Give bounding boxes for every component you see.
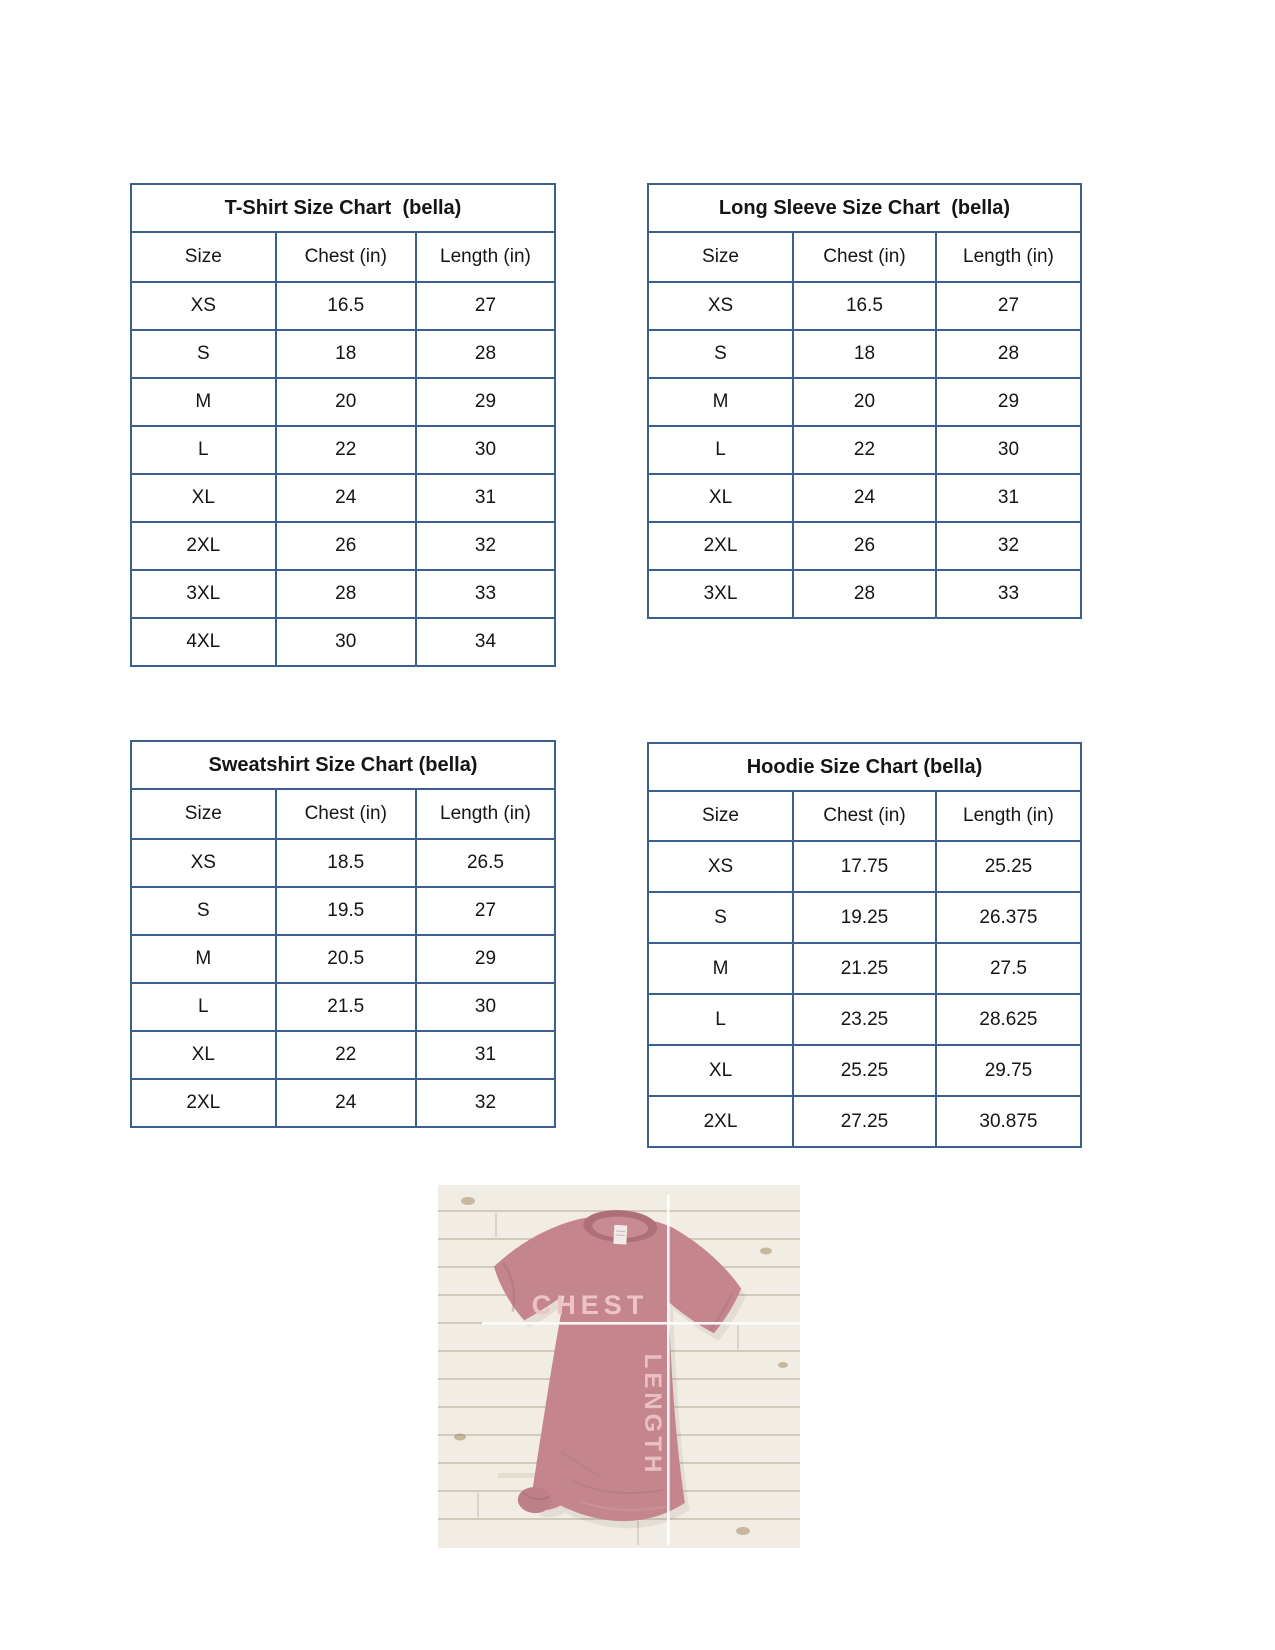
table-row	[131, 282, 555, 330]
table-row	[648, 474, 1081, 522]
table-cell: XL	[131, 1031, 276, 1079]
table-cell: 31	[936, 474, 1081, 522]
column-header-length: Length (in)	[416, 789, 555, 839]
table-cell: 16.5	[276, 282, 416, 330]
table-cell: 32	[936, 522, 1081, 570]
table-cell: 29	[936, 378, 1081, 426]
table-row	[131, 330, 555, 378]
table-cell: L	[648, 426, 793, 474]
column-header-size: Size	[131, 789, 276, 839]
table-cell: XL	[648, 1045, 793, 1096]
table-cell: 20.5	[276, 935, 416, 983]
table-cell: 22	[276, 426, 416, 474]
table-cell: XS	[648, 841, 793, 892]
table-cell: 24	[793, 474, 936, 522]
table-cell: M	[648, 378, 793, 426]
table-title-row	[131, 184, 555, 232]
table-row	[131, 935, 555, 983]
table-cell: 30	[416, 983, 555, 1031]
table-cell: 19.25	[793, 892, 936, 943]
table-cell: M	[648, 943, 793, 994]
table-row	[648, 426, 1081, 474]
collar-label	[613, 1225, 627, 1245]
table-cell: 26.5	[416, 839, 555, 887]
table-row	[648, 1096, 1081, 1147]
table-row	[131, 426, 555, 474]
table-cell: XL	[648, 474, 793, 522]
table-cell: 20	[793, 378, 936, 426]
table-cell: 28	[936, 330, 1081, 378]
table-cell: 4XL	[131, 618, 276, 666]
table-cell: 26	[793, 522, 936, 570]
table-row	[648, 522, 1081, 570]
table-cell: 21.25	[793, 943, 936, 994]
table-title: Sweatshirt Size Chart (bella)	[131, 741, 555, 789]
table-cell: 29.75	[936, 1045, 1081, 1096]
table-cell: 21.5	[276, 983, 416, 1031]
column-header-size: Size	[648, 232, 793, 282]
table-cell: S	[648, 330, 793, 378]
length-line	[667, 1195, 670, 1545]
table-header-row	[648, 232, 1081, 282]
table-cell: 2XL	[648, 1096, 793, 1147]
column-header-size: Size	[131, 232, 276, 282]
table-cell: 2XL	[648, 522, 793, 570]
table-row	[131, 474, 555, 522]
table-cell: 34	[416, 618, 555, 666]
table-title-row	[648, 184, 1081, 232]
table-cell: 30	[276, 618, 416, 666]
table-cell: 25.25	[793, 1045, 936, 1096]
chest-measure-label: CHEST	[531, 1290, 649, 1320]
table-row	[131, 378, 555, 426]
table-cell: 27	[416, 282, 555, 330]
table-row	[648, 330, 1081, 378]
table-cell: 30	[416, 426, 555, 474]
table-cell: L	[648, 994, 793, 1045]
table-cell: 31	[416, 1031, 555, 1079]
table-cell: 18	[276, 330, 416, 378]
table-cell: 32	[416, 522, 555, 570]
table-cell: 31	[416, 474, 555, 522]
table-title: Hoodie Size Chart (bella)	[648, 743, 1081, 791]
table-cell: 30.875	[936, 1096, 1081, 1147]
table-row	[648, 1045, 1081, 1096]
column-header-chest: Chest (in)	[276, 232, 416, 282]
table-cell: 24	[276, 1079, 416, 1127]
table-row	[131, 887, 555, 935]
table-cell: 25.25	[936, 841, 1081, 892]
table-cell: 28.625	[936, 994, 1081, 1045]
table-row	[131, 1031, 555, 1079]
table-cell: 2XL	[131, 522, 276, 570]
table-header-row	[648, 791, 1081, 841]
table-cell: 23.25	[793, 994, 936, 1045]
table-row	[648, 570, 1081, 618]
table-row	[648, 378, 1081, 426]
column-header-length: Length (in)	[416, 232, 555, 282]
table-row	[131, 618, 555, 666]
sweatshirt-size-chart-table	[130, 740, 556, 1128]
table-title: Long Sleeve Size Chart (bella)	[648, 184, 1081, 232]
table-cell: 30	[936, 426, 1081, 474]
table-cell: XS	[131, 282, 276, 330]
chest-line	[482, 1322, 800, 1325]
table-cell: 32	[416, 1079, 555, 1127]
table-cell: 16.5	[793, 282, 936, 330]
table-row	[131, 570, 555, 618]
table-title-row	[648, 743, 1081, 791]
table-cell: 29	[416, 378, 555, 426]
table-row	[131, 839, 555, 887]
table-cell: S	[648, 892, 793, 943]
table-cell: L	[131, 983, 276, 1031]
table-cell: 28	[793, 570, 936, 618]
table-cell: 26	[276, 522, 416, 570]
table-cell: 17.75	[793, 841, 936, 892]
table-row	[648, 841, 1081, 892]
table-cell: 2XL	[131, 1079, 276, 1127]
column-header-length: Length (in)	[936, 232, 1081, 282]
column-header-chest: Chest (in)	[793, 791, 936, 841]
table-cell: 33	[416, 570, 555, 618]
column-header-length: Length (in)	[936, 791, 1081, 841]
hoodie-size-chart-table	[647, 742, 1082, 1148]
table-row	[648, 282, 1081, 330]
table-header-row	[131, 789, 555, 839]
table-cell: 28	[276, 570, 416, 618]
table-cell: 33	[936, 570, 1081, 618]
table-cell: S	[131, 330, 276, 378]
table-cell: 18	[793, 330, 936, 378]
table-cell: 27	[936, 282, 1081, 330]
column-header-chest: Chest (in)	[276, 789, 416, 839]
table-cell: 27	[416, 887, 555, 935]
table-cell: L	[131, 426, 276, 474]
table-cell: M	[131, 378, 276, 426]
table-cell: 19.5	[276, 887, 416, 935]
table-cell: 28	[416, 330, 555, 378]
table-row	[648, 994, 1081, 1045]
table-cell: S	[131, 887, 276, 935]
table-cell: 22	[793, 426, 936, 474]
table-cell: 27.5	[936, 943, 1081, 994]
table-cell: M	[131, 935, 276, 983]
table-cell: 24	[276, 474, 416, 522]
table-cell: XL	[131, 474, 276, 522]
table-cell: 3XL	[131, 570, 276, 618]
table-row	[131, 1079, 555, 1127]
table-cell: 18.5	[276, 839, 416, 887]
longsleeve-size-chart-table	[647, 183, 1082, 619]
table-cell: XS	[648, 282, 793, 330]
table-title-row	[131, 741, 555, 789]
table-cell: 26.375	[936, 892, 1081, 943]
table-title: T-Shirt Size Chart (bella)	[131, 184, 555, 232]
table-row	[131, 522, 555, 570]
table-cell: 29	[416, 935, 555, 983]
tshirt-size-chart-table	[130, 183, 556, 667]
table-row	[131, 983, 555, 1031]
table-row	[648, 892, 1081, 943]
column-header-size: Size	[648, 791, 793, 841]
table-cell: 22	[276, 1031, 416, 1079]
table-cell: XS	[131, 839, 276, 887]
length-measure-label: LENGTH	[639, 1353, 666, 1477]
table-cell: 3XL	[648, 570, 793, 618]
tshirt-measurement-photo	[438, 1185, 800, 1548]
table-cell: 27.25	[793, 1096, 936, 1147]
table-cell: 20	[276, 378, 416, 426]
column-header-chest: Chest (in)	[793, 232, 936, 282]
table-row	[648, 943, 1081, 994]
table-header-row	[131, 232, 555, 282]
